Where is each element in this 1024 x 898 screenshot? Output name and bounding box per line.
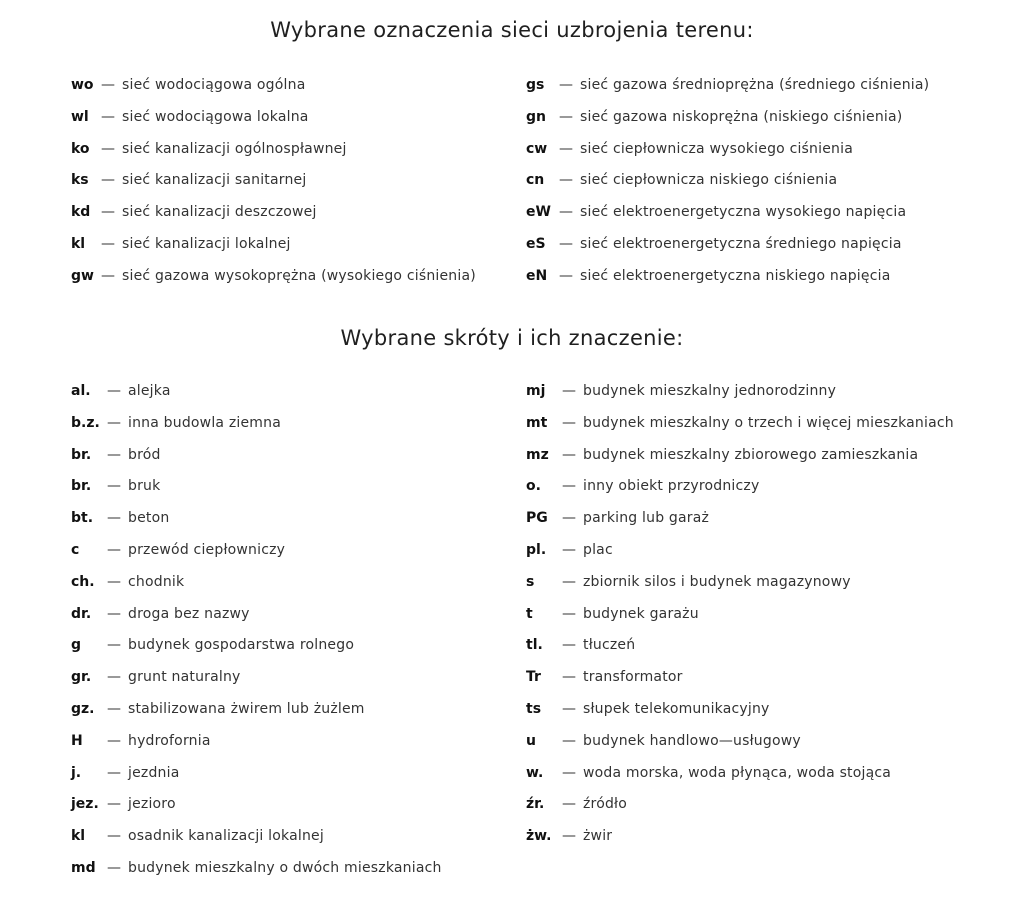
- section-title-abbreviations: Wybrane skróty i ich znaczenie:: [340, 326, 684, 350]
- legend-description: sieć kanalizacji sanitarnej: [122, 172, 307, 189]
- legend-dash: —: [107, 669, 121, 686]
- legend-abbreviation: ch.: [71, 573, 95, 590]
- legend-description: sieć gazowa średnioprężna (średniego ciśnienia): [580, 77, 930, 93]
- legend-description: sieć elektroenergetyczna średniego napięcia: [580, 235, 902, 252]
- legend-dash: —: [559, 77, 573, 93]
- legend-dash: —: [559, 172, 573, 189]
- legend-dash: —: [107, 383, 121, 399]
- legend-dash: —: [107, 732, 121, 749]
- legend-description: budynek mieszkalny jednorodzinny: [583, 383, 837, 399]
- legend-entry: [526, 795, 954, 827]
- legend-dash: —: [101, 108, 115, 125]
- legend-abbreviation: j.: [71, 764, 82, 781]
- legend-abbreviation: c: [71, 541, 80, 558]
- legend-entry: [526, 605, 954, 637]
- legend-description: jezdnia: [128, 764, 180, 781]
- legend-description: sieć wodociągowa ogólna: [122, 77, 306, 93]
- legend-entry: [526, 732, 954, 764]
- legend-description: sieć gazowa wysokoprężna (wysokiego ciśnienia): [122, 267, 476, 284]
- legend-description: źródło: [583, 796, 627, 813]
- legend-dash: —: [562, 764, 576, 781]
- legend-entry: [526, 267, 929, 299]
- legend-dash: —: [101, 204, 115, 221]
- legend-dash: —: [107, 828, 121, 845]
- legend-dash: —: [107, 637, 121, 654]
- legend-abbreviation: mt: [526, 414, 548, 431]
- legend-abbreviation: bt.: [71, 510, 94, 527]
- legend-dash: —: [107, 573, 121, 590]
- legend-abbreviation: gs: [526, 77, 545, 93]
- legend-description: sieć gazowa niskoprężna (niskiego ciśnienia): [580, 108, 903, 125]
- legend-entry: [71, 203, 476, 235]
- legend-abbreviation: br.: [71, 478, 92, 495]
- legend-entry: [526, 827, 954, 859]
- legend-abbreviation: źr.: [526, 796, 545, 813]
- legend-entry: [71, 827, 442, 859]
- legend-entry: [71, 700, 442, 732]
- legend-description: żwir: [583, 828, 613, 845]
- legend-description: inna budowla ziemna: [128, 414, 281, 431]
- legend-abbreviation: pl.: [526, 541, 547, 558]
- legend-entry: [71, 573, 442, 605]
- legend-entry: [71, 764, 442, 796]
- legend-dash: —: [101, 140, 115, 157]
- legend-dash: —: [107, 414, 121, 431]
- legend-abbreviation: al.: [71, 383, 91, 399]
- legend-entry: [526, 140, 929, 172]
- legend-abbreviation: ts: [526, 700, 542, 717]
- legend-dash: —: [559, 108, 573, 125]
- legend-description: tłuczeń: [583, 637, 636, 654]
- legend-entry: [526, 414, 954, 446]
- abbreviations-left-column: [71, 382, 442, 891]
- legend-description: sieć kanalizacji lokalnej: [122, 235, 291, 252]
- legend-abbreviation: dr.: [71, 605, 92, 622]
- legend-dash: —: [107, 700, 121, 717]
- legend-description: sieć ciepłownicza niskiego ciśnienia: [580, 172, 838, 189]
- legend-entry: [71, 477, 442, 509]
- legend-abbreviation: cw: [526, 140, 548, 157]
- legend-entry: [526, 764, 954, 796]
- legend-dash: —: [107, 510, 121, 527]
- legend-dash: —: [562, 637, 576, 654]
- legend-dash: —: [107, 446, 121, 463]
- legend-abbreviation: Tr: [526, 669, 541, 686]
- legend-description: bruk: [128, 478, 161, 495]
- legend-entry: [71, 235, 476, 267]
- legend-description: plac: [583, 541, 613, 558]
- legend-abbreviation: kd: [71, 204, 91, 221]
- legend-entry: [71, 732, 442, 764]
- legend-dash: —: [562, 414, 576, 431]
- legend-description: budynek garażu: [583, 605, 699, 622]
- legend-description: parking lub garaż: [583, 510, 710, 527]
- legend-abbreviation: o.: [526, 478, 541, 495]
- legend-entry: [71, 859, 442, 891]
- legend-entry: [526, 509, 954, 541]
- legend-dash: —: [562, 732, 576, 749]
- legend-description: sieć kanalizacji deszczowej: [122, 204, 317, 221]
- legend-entry: [71, 267, 476, 299]
- legend-description: stabilizowana żwirem lub żużlem: [128, 700, 365, 717]
- legend-dash: —: [101, 172, 115, 189]
- legend-description: droga bez nazwy: [128, 605, 250, 622]
- legend-dash: —: [107, 764, 121, 781]
- legend-abbreviation: tl.: [526, 637, 543, 654]
- legend-dash: —: [562, 446, 576, 463]
- legend-dash: —: [562, 510, 576, 527]
- legend-abbreviation: eW: [526, 204, 551, 221]
- legend-description: budynek gospodarstwa rolnego: [128, 637, 355, 654]
- legend-entry: [526, 203, 929, 235]
- legend-dash: —: [562, 669, 576, 686]
- legend-description: sieć wodociągowa lokalna: [122, 108, 309, 125]
- network-symbols-right-column: [526, 76, 929, 299]
- legend-entry: [71, 795, 442, 827]
- legend-abbreviation: eS: [526, 235, 546, 252]
- legend-abbreviation: PG: [526, 510, 548, 527]
- legend-abbreviation: H: [71, 732, 83, 749]
- legend-description: budynek mieszkalny o trzech i więcej mieszkaniach: [583, 414, 954, 431]
- legend-abbreviation: ko: [71, 140, 90, 157]
- legend-description: sieć elektroenergetyczna niskiego napięcia: [580, 267, 891, 284]
- legend-description: sieć ciepłownicza wysokiego ciśnienia: [580, 140, 853, 157]
- legend-abbreviation: ks: [71, 172, 89, 189]
- legend-entry: [526, 108, 929, 140]
- legend-description: słupek telekomunikacyjny: [583, 700, 770, 717]
- legend-dash: —: [107, 478, 121, 495]
- legend-abbreviation: gw: [71, 267, 94, 284]
- legend-dash: —: [101, 77, 115, 93]
- legend-entry: [526, 382, 954, 414]
- legend-dash: —: [107, 605, 121, 622]
- legend-abbreviation: s: [526, 573, 535, 590]
- legend-abbreviation: br.: [71, 446, 92, 463]
- legend-description: budynek mieszkalny zbiorowego zamieszkania: [583, 446, 919, 463]
- legend-entry: [526, 636, 954, 668]
- legend-entry: [71, 668, 442, 700]
- network-symbols-left-column: [71, 76, 476, 299]
- legend-dash: —: [562, 828, 576, 845]
- legend-abbreviation: w.: [526, 764, 544, 781]
- legend-entry: [526, 76, 929, 108]
- legend-description: budynek handlowo—usługowy: [583, 732, 801, 749]
- legend-dash: —: [562, 700, 576, 717]
- legend-description: alejka: [128, 383, 171, 399]
- legend-entry: [526, 541, 954, 573]
- legend-abbreviation: cn: [526, 172, 545, 189]
- legend-description: hydrofornia: [128, 732, 211, 749]
- legend-entry: [526, 477, 954, 509]
- legend-description: beton: [128, 510, 170, 527]
- legend-abbreviation: b.z.: [71, 414, 100, 431]
- legend-description: grunt naturalny: [128, 669, 241, 686]
- legend-dash: —: [107, 541, 121, 558]
- legend-description: sieć elektroenergetyczna wysokiego napięcia: [580, 204, 907, 221]
- legend-abbreviation: gr.: [71, 669, 92, 686]
- legend-dash: —: [101, 235, 115, 252]
- legend-abbreviation: t: [526, 605, 533, 622]
- legend-description: woda morska, woda płynąca, woda stojąca: [583, 764, 892, 781]
- legend-entry: [526, 700, 954, 732]
- legend-entry: [526, 668, 954, 700]
- legend-description: osadnik kanalizacji lokalnej: [128, 828, 324, 845]
- legend-dash: —: [562, 573, 576, 590]
- legend-description: transformator: [583, 669, 683, 686]
- legend-entry: [71, 171, 476, 203]
- legend-abbreviation: jez.: [71, 796, 99, 813]
- legend-entry: [526, 235, 929, 267]
- legend-entry: [71, 414, 442, 446]
- legend-dash: —: [559, 204, 573, 221]
- legend-abbreviation: g: [71, 637, 82, 654]
- legend-abbreviation: kl: [71, 235, 86, 252]
- legend-description: bród: [128, 446, 161, 463]
- legend-abbreviation: md: [71, 859, 96, 876]
- legend-abbreviation: u: [526, 732, 536, 749]
- legend-entry: [526, 171, 929, 203]
- legend-entry: [71, 605, 442, 637]
- legend-description: inny obiekt przyrodniczy: [583, 478, 760, 495]
- legend-dash: —: [562, 796, 576, 813]
- legend-abbreviation: żw.: [526, 828, 552, 845]
- legend-dash: —: [562, 541, 576, 558]
- legend-entry: [526, 446, 954, 478]
- legend-description: jezioro: [128, 796, 176, 813]
- legend-description: zbiornik silos i budynek magazynowy: [583, 573, 851, 590]
- legend-abbreviation: wl: [71, 108, 89, 125]
- legend-dash: —: [101, 267, 115, 284]
- legend-dash: —: [559, 235, 573, 252]
- legend-abbreviation: eN: [526, 267, 548, 284]
- legend-entry: [71, 636, 442, 668]
- legend-abbreviation: wo: [71, 77, 94, 93]
- legend-abbreviation: gz.: [71, 700, 95, 717]
- legend-abbreviation: mj: [526, 383, 546, 399]
- legend-entry: [71, 509, 442, 541]
- legend-dash: —: [559, 140, 573, 157]
- legend-entry: [71, 446, 442, 478]
- legend-dash: —: [562, 383, 576, 399]
- legend-entry: [71, 541, 442, 573]
- legend-dash: —: [562, 478, 576, 495]
- legend-dash: —: [107, 796, 121, 813]
- legend-description: przewód ciepłowniczy: [128, 541, 286, 558]
- legend-dash: —: [559, 267, 573, 284]
- legend-entry: [71, 108, 476, 140]
- legend-abbreviation: mz: [526, 446, 549, 463]
- abbreviations-right-column: [526, 382, 954, 859]
- legend-description: chodnik: [128, 573, 185, 590]
- legend-entry: [71, 140, 476, 172]
- legend-description: sieć kanalizacji ogólnospławnej: [122, 140, 347, 157]
- legend-abbreviation: gn: [526, 108, 546, 125]
- legend-entry: [526, 573, 954, 605]
- section-title-network-symbols: Wybrane oznaczenia sieci uzbrojenia terenu:: [270, 18, 754, 42]
- legend-dash: —: [562, 605, 576, 622]
- legend-description: budynek mieszkalny o dwóch mieszkaniach: [128, 859, 442, 876]
- legend-dash: —: [107, 859, 121, 876]
- legend-entry: [71, 76, 476, 108]
- legend-abbreviation: kl: [71, 828, 86, 845]
- legend-entry: [71, 382, 442, 414]
